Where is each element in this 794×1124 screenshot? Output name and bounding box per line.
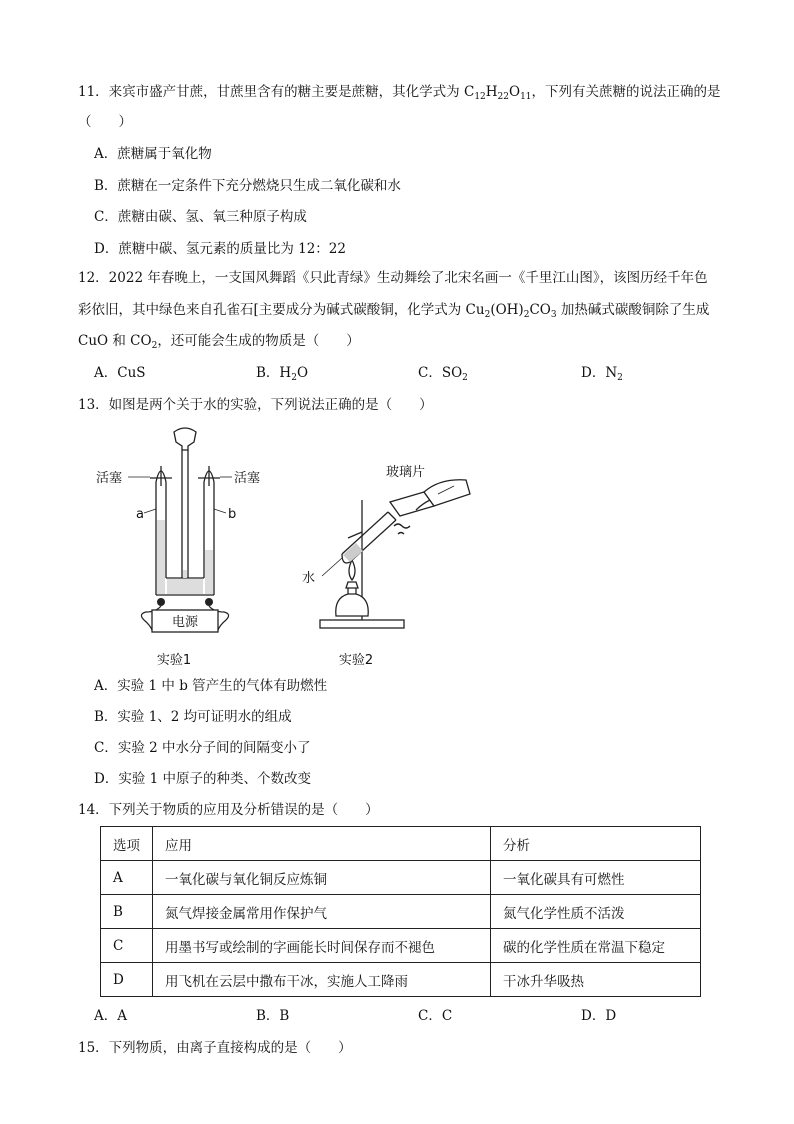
q14-option-b: B．B [256,1008,290,1024]
heating-apparatus-icon [320,480,470,628]
q14-option-d: D．D [581,1008,617,1024]
q12-option-c: C．$SO_2$ [418,365,468,383]
table-header-row [101,827,701,861]
table-cell: 一氧化碳具有可燃性 [491,861,701,895]
q12-option-a: A．CuS [94,365,146,381]
q14-stem: 14．下列关于物质的应用及分析错误的是（ ） [78,802,379,818]
q14-option-c: C．C [418,1008,453,1024]
table-cell: 用飞机在云层中撒布干冰，实施人工降雨 [153,963,491,997]
q11-option-a: A．蔗糖属于氧化物 [94,146,212,162]
right-valve-label: 活塞 [234,471,261,486]
table-cell: 用墨书写或绘制的字画能长时间保存而不褪色 [153,929,491,963]
q11-option-b: B．蔗糖在一定条件下充分燃烧只生成二氧化碳和水 [94,178,401,194]
q15-stem: 15．下列物质，由离子直接构成的是（ ） [78,1040,352,1056]
q12-option-b: B．$H_2O$ [256,365,309,383]
experiment-2-caption: 实验2 [338,653,374,668]
q12-stem-line1: 12．2022 年春晚上，一支国风舞蹈《只此青绿》生动舞绘了北宋名画一《千里江山图》，该图历经千年色 [78,270,708,286]
table-header-cell: 选项 [101,827,153,861]
table-cell: D [101,963,153,997]
q14-option-a: A．A [94,1008,127,1024]
q13-experiment-figure [90,420,490,670]
q13-option-b: B．实验 1、2 均可证明水的组成 [94,709,292,725]
table-cell: 碳的化学性质在常温下稳定 [491,929,701,963]
table-row [101,861,701,895]
table-cell: C [101,929,153,963]
table-row [101,895,701,929]
q14-table [100,826,701,997]
tube-b-label: b [228,507,237,522]
table-cell: 干冰升华吸热 [491,963,701,997]
q11-answer-paren: （ ） [78,114,132,130]
table-cell: A [101,861,153,895]
table-row [101,963,701,997]
q13-stem: 13．如图是两个关于水的实验，下列说法正确的是（ ） [78,397,433,413]
q11-stem: 11．来宾市盛产甘蔗，甘蔗里含有的糖主要是蔗糖，其化学式为 $C_{12}H_{22}O_{11}$，下列有关蔗糖的说法正确的是 [78,84,721,102]
table-cell: B [101,895,153,929]
q12-stem-line2: 彩依旧，其中绿色来自孔雀石[主要成分为碱式碳酸铜，化学式为 $Cu_2(OH)_2CO_3$ 加热碱式碳酸铜除了生成 [78,302,710,320]
q13-option-d: D．实验 1 中原子的种类、个数改变 [94,771,311,787]
tube-a-label: a [136,507,144,522]
q13-option-a: A．实验 1 中 b 管产生的气体有助燃性 [94,678,328,694]
left-valve-label: 活塞 [96,471,123,486]
table-cell: 一氧化碳与氧化铜反应炼铜 [153,861,491,895]
water-label: 水 [302,571,316,586]
q11-option-d: D．蔗糖中碳、氢元素的质量比为 12：22 [94,241,346,257]
table-header-cell: 应用 [153,827,491,861]
table-cell: 氮气焊接金属常用作保护气 [153,895,491,929]
glass-slide-label: 玻璃片 [386,465,426,480]
experiment-1-caption: 实验1 [156,653,192,668]
q11-option-c: C．蔗糖由碳、氢、氧三种原子构成 [94,209,307,225]
q12-stem-line3: CuO 和 $CO_2$，还可能会生成的物质是（ ） [78,333,360,351]
q12-option-d: D．$N_2$ [581,365,623,383]
q13-option-c: C．实验 2 中水分子间的间隔变小了 [94,740,311,756]
table-cell: 氮气化学性质不活泼 [491,895,701,929]
table-row [101,929,701,963]
power-supply-label: 电源 [171,615,199,630]
table-header-cell: 分析 [491,827,701,861]
